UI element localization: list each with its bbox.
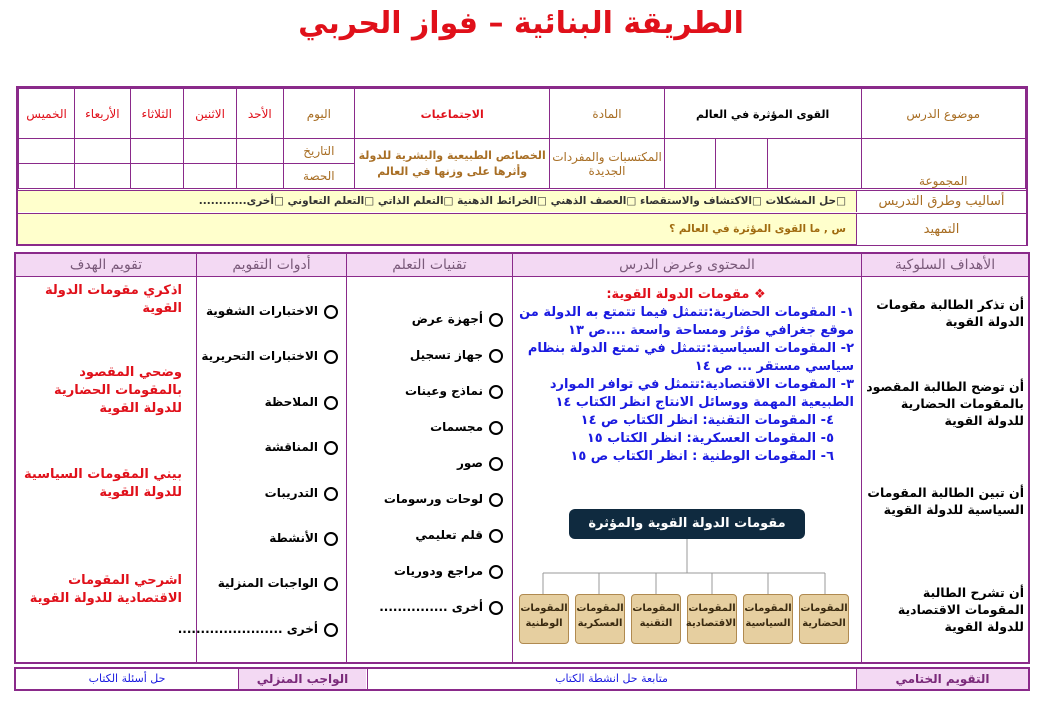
period-cell-3 [130,164,183,189]
final-eval-label: التقويم الختامي [856,669,1028,689]
radio-circle[interactable] [324,487,338,501]
content-heading: ❖ مقومات الدولة القوية: [606,287,766,302]
divider [196,254,197,662]
final-eval-value: متابعة حل انشطة الكتاب [367,669,855,689]
date-label: التاريخ [283,139,355,164]
eval-item: اشرحي المقومات الاقتصادية للدولة القوية [29,573,182,606]
tech-option[interactable]: قلم تعليمي [415,528,503,543]
radio-circle[interactable] [489,565,503,579]
period-cell-2 [183,164,236,189]
divider [512,254,513,662]
tech-option[interactable]: مجسمات [430,420,503,435]
subject-label: المادة [550,89,665,139]
intro-label: التمهيد [856,214,1026,245]
tool-option[interactable]: المناقشة [265,440,338,455]
diagram-box: المقومات الحضارية [799,594,849,644]
date-cell-2 [183,139,236,164]
group-cell-3 [664,139,715,189]
lesson-info-frame [16,86,1028,246]
tech-header: تقنيات التعلم [347,254,512,277]
lesson-info-table [18,88,1026,189]
intro-value: س , ما القوى المؤثرة في العالم ؟ [669,223,846,235]
tool-option[interactable]: الاختبارات التحريرية [201,349,338,364]
period-cell-5 [19,164,75,189]
diagram-title: مقومات الدولة القوية والمؤثرة [569,509,805,539]
acquis-label: المكتسبات والمفردات الجديدة [550,139,665,189]
tool-option[interactable]: الملاحظة [265,395,338,410]
radio-circle[interactable] [489,529,503,543]
radio-circle[interactable] [489,385,503,399]
radio-circle[interactable] [489,601,503,615]
radio-circle[interactable] [489,349,503,363]
intro-row [18,213,1026,244]
radio-circle[interactable] [324,532,338,546]
radio-circle[interactable] [324,350,338,364]
goal-item: أن تبين الطالبة المقومات السياسية للدولة القوية [867,485,1024,517]
subject-value: الاجتماعيات [355,89,550,139]
eval-item: بيني المقومات السياسية للدولة القوية [24,467,182,500]
group-cell-1 [767,139,861,189]
tech-option[interactable]: جهاز تسجيل [410,348,503,363]
divider [346,254,347,662]
content-item: ١- المقومات الحضارية:تتمثل فيما تتمتع به الدولة من موقع جغرافي مؤثر ومساحة واسعة ....ص ١٣ [519,305,854,338]
diagram-box: المقومات السياسية [743,594,793,644]
diagram-box: المقومات التقنية [631,594,681,644]
diagram-box: المقومات الاقتصادية [687,594,737,644]
acquis-value: الخصائص الطبيعية والبشرية للدولة وأثرها على وزنها في العالم [355,139,550,189]
goal-item: أن تشرح الطالبة المقومات الاقتصادية للدولة القوية [897,585,1024,634]
methods-row [18,190,1026,212]
radio-circle[interactable] [489,493,503,507]
page-title: الطريقة البنائية – فواز الحربي [298,6,744,41]
date-cell-3 [130,139,183,164]
homework-value: حل أسئلة الكتاب [88,672,166,685]
diagram-box: المقومات العسكرية [575,594,625,644]
content-item: ٦- المقومات الوطنية : انظر الكتاب ص ١٥ [570,449,834,464]
tech-option[interactable]: مراجع ودوريات [394,564,503,579]
content-text [518,286,854,466]
period-cell-1 [237,164,283,189]
radio-circle[interactable] [324,396,338,410]
tool-option[interactable]: أخرى ....................... [178,622,338,637]
tech-option[interactable]: نماذج وعينات [405,384,503,399]
methods-label: أساليب وطرق التدريس [856,191,1026,212]
day-sun: الأحد [237,89,283,139]
homework-label: الواجب المنزلي [238,669,366,689]
content-item: ٥- المقومات العسكرية: انظر الكتاب ١٥ [586,431,834,446]
goals-header: الأهداف السلوكية [862,254,1028,277]
tech-option[interactable]: أجهزة عرض [412,312,503,327]
tool-option[interactable]: التدريبات [265,486,338,501]
radio-circle[interactable] [324,577,338,591]
radio-circle[interactable] [324,623,338,637]
radio-circle[interactable] [489,457,503,471]
group-label: المجموعة [861,139,1026,189]
tool-option[interactable]: الاختبارات الشفوية [206,304,338,319]
divider [861,254,862,662]
period-cell-4 [75,164,130,189]
group-cell-2 [716,139,767,189]
diagram-connectors [513,539,861,599]
tools-header: أدوات التقويم [197,254,346,277]
eval-item: اذكري مقومات الدولة القوية [45,283,182,316]
tech-option[interactable]: أخرى ............... [379,600,503,615]
goal-item: أن توضح الطالبة المقصود بالمقومات الحضارية للدولة القوية [866,379,1024,428]
date-cell-4 [75,139,130,164]
radio-circle[interactable] [489,313,503,327]
radio-circle[interactable] [324,305,338,319]
day-tue: الثلاثاء [130,89,183,139]
date-cell-1 [237,139,283,164]
date-cell-5 [19,139,75,164]
tool-option[interactable]: الأنشطة [269,531,338,546]
methods-value: □حل المشكلات □الاكتشاف والاستقصاء □العصف الذهني □الخرائط الذهنية □التعلم الذاتي □التعلم التعاوني □أخرى............ [198,195,846,207]
day-label: اليوم [283,89,355,139]
topic-label: موضوع الدرس [861,89,1026,139]
lesson-body-frame [14,252,1030,664]
goal-item: أن تذكر الطالبة مقومات الدولة القوية [876,297,1024,329]
day-thu: الخميس [19,89,75,139]
day-mon: الاثنين [183,89,236,139]
period-label: الحصة [283,164,355,189]
topic-value: القوى المؤثرة في العالم [664,89,861,139]
content-item: ٣- المقومات الاقتصادية:تتمثل في توافر الموارد الطبيعية المهمة ووسائل الانتاج انظر الكتاب ١٤ [549,377,854,410]
day-wed: الأربعاء [75,89,130,139]
radio-circle[interactable] [489,421,503,435]
tech-option[interactable]: صور [457,456,503,471]
footer-row [14,667,1030,691]
content-item: ٤- المقومات التقنية: انظر الكتاب ص ١٤ [580,413,834,428]
eval-header: تقويم الهدف [16,254,196,277]
diagram-box: المقومات الوطنية [519,594,569,644]
eval-item: وضحي المقصود بالمقومات الحضارية للدولة القوية [53,365,182,416]
content-item: ٢- المقومات السياسية:تتمثل في تمتع الدولة بنظام سياسي مستقر ... ص ١٤ [527,341,854,374]
content-header: المحتوى وعرض الدرس [513,254,861,277]
tool-option[interactable]: الواجبات المنزلية [218,576,338,591]
radio-circle[interactable] [324,441,338,455]
tech-option[interactable]: لوحات ورسومات [384,492,503,507]
